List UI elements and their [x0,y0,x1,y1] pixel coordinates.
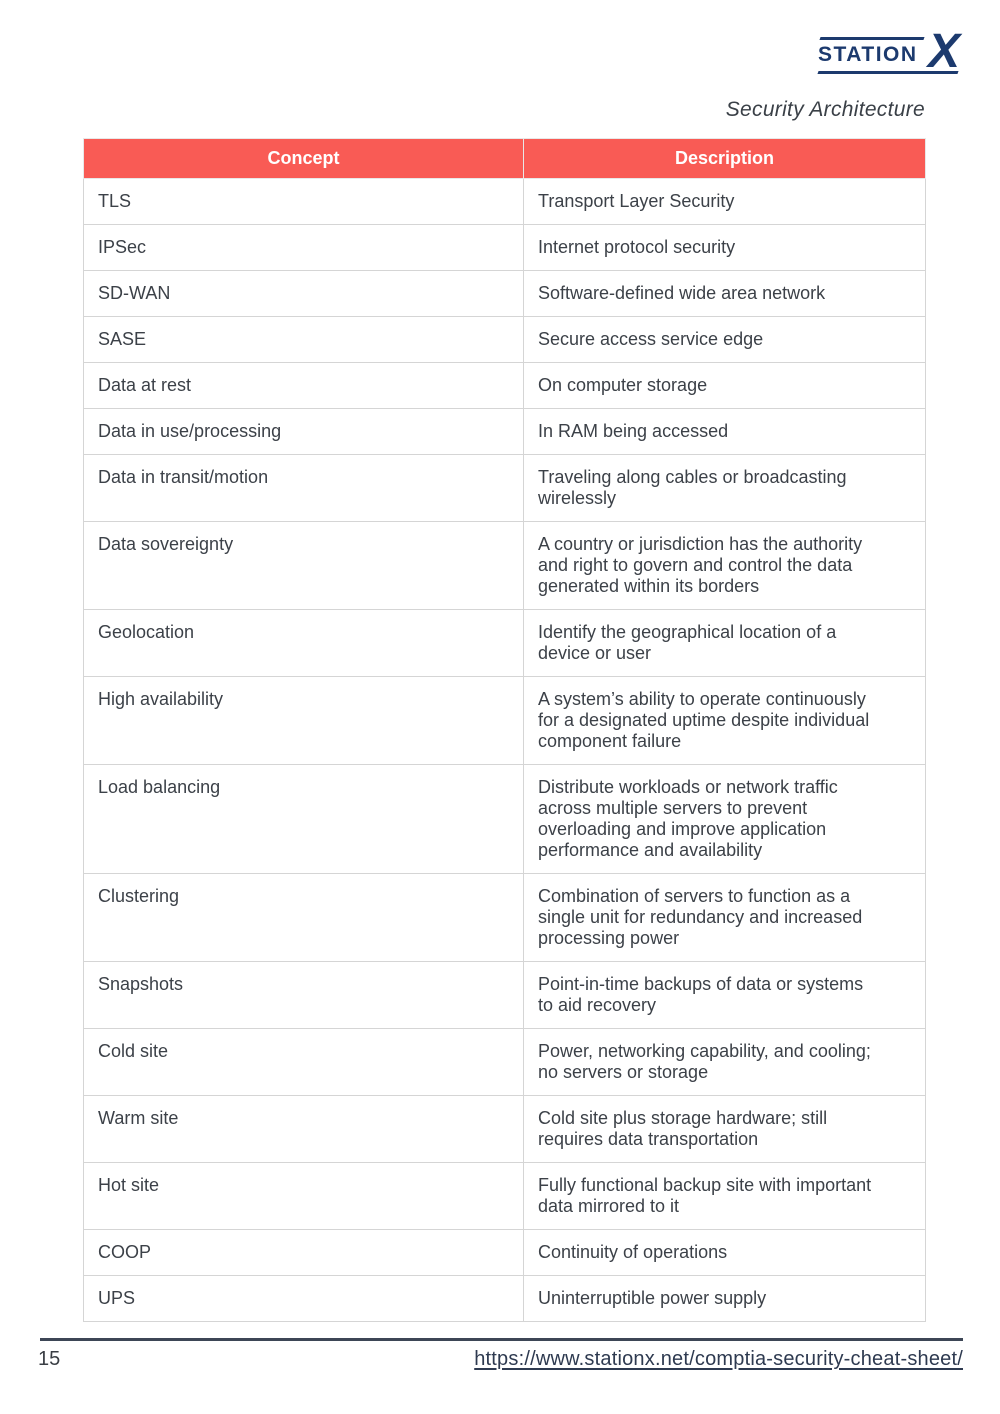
table-row [84,271,926,317]
footer [38,1348,963,1371]
concept-cell: Clustering [84,874,524,962]
table-row [84,874,926,962]
table-row [84,677,926,765]
table-row [84,317,926,363]
logo-wordmark: STATION [818,43,918,66]
column-header-concept: Concept [84,139,524,179]
table-row [84,610,926,677]
footer-divider [40,1338,963,1341]
section-heading: Security Architecture [725,98,925,121]
table-row [84,1230,926,1276]
description-cell: Fully functional backup site with important data mirrored to it [524,1163,926,1230]
description-cell: Secure access service edge [524,317,926,363]
description-cell: Point-in-time backups of data or systems to aid recovery [524,962,926,1029]
description-cell: Identify the geographical location of a device or user [524,610,926,677]
concept-cell: TLS [84,179,524,225]
concept-cell: Snapshots [84,962,524,1029]
concept-cell: Cold site [84,1029,524,1096]
table-row [84,765,926,874]
description-cell: Uninterruptible power supply [524,1276,926,1322]
table-row [84,225,926,271]
description-cell: Internet protocol security [524,225,926,271]
concept-cell: Geolocation [84,610,524,677]
description-cell: A system’s ability to operate continuously for a designated uptime despite individual component failure [524,677,926,765]
concept-cell: High availability [84,677,524,765]
description-cell: Transport Layer Security [524,179,926,225]
table-row [84,363,926,409]
concept-cell: SASE [84,317,524,363]
concept-cell: Load balancing [84,765,524,874]
description-cell: Software-defined wide area network [524,271,926,317]
logo-top-rule [819,37,924,40]
description-cell: Traveling along cables or broadcasting wirelessly [524,455,926,522]
concept-cell: Data in use/processing [84,409,524,455]
table-row [84,1096,926,1163]
description-cell: Continuity of operations [524,1230,926,1276]
footer-link[interactable]: https://www.stationx.net/comptia-security-cheat-sheet/ [474,1348,963,1370]
table-row [84,455,926,522]
description-cell: Cold site plus storage hardware; still requires data transportation [524,1096,926,1163]
table-row [84,1163,926,1230]
page-number: 15 [38,1348,61,1370]
concepts-table [83,138,926,1322]
description-cell: Distribute workloads or network traffic across multiple servers to prevent overloading and improve application performance and availability [524,765,926,874]
concept-cell: Data sovereignty [84,522,524,610]
description-cell: On computer storage [524,363,926,409]
concept-cell: IPSec [84,225,524,271]
description-cell: Combination of servers to function as a single unit for redundancy and increased processing power [524,874,926,962]
table-row [84,1276,926,1322]
concept-cell: SD-WAN [84,271,524,317]
table-row [84,962,926,1029]
description-cell: A country or jurisdiction has the authority and right to govern and control the data generated within its borders [524,522,926,610]
description-cell: Power, networking capability, and cooling; no servers or storage [524,1029,926,1096]
table-header-row [84,139,926,179]
logo-x-glyph: X [927,25,960,78]
stationx-logo [818,25,960,80]
table-row [84,522,926,610]
description-cell: In RAM being accessed [524,409,926,455]
column-header-description: Description [524,139,926,179]
concept-cell: Warm site [84,1096,524,1163]
table-row [84,409,926,455]
concept-cell: UPS [84,1276,524,1322]
table-row [84,179,926,225]
concept-cell: COOP [84,1230,524,1276]
concept-cell: Data at rest [84,363,524,409]
concept-cell: Hot site [84,1163,524,1230]
table-row [84,1029,926,1096]
concept-cell: Data in transit/motion [84,455,524,522]
